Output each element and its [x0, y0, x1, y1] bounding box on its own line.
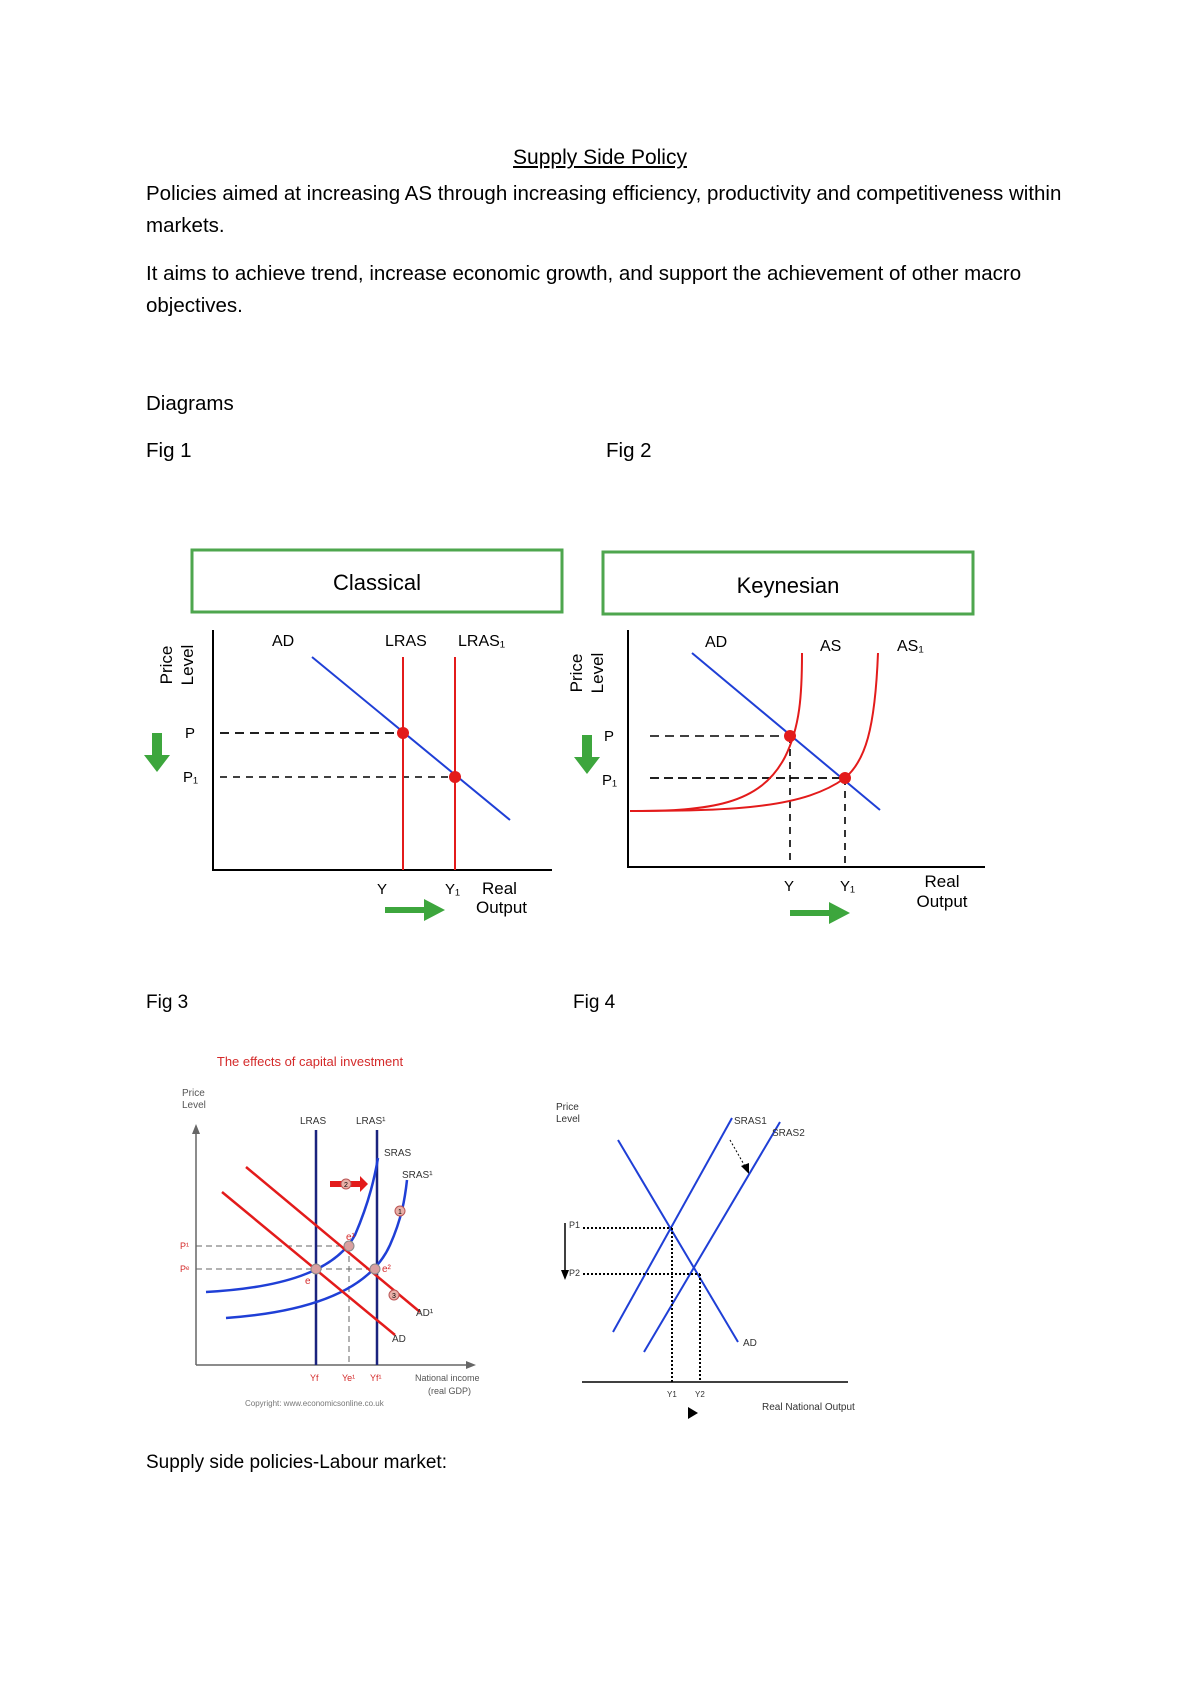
fig2-y-label-1: Price: [567, 653, 586, 693]
fig4-diagram: [550, 1100, 870, 1420]
fig1-diagram: [140, 545, 560, 925]
fig2-as-label: AS: [820, 638, 842, 655]
fig1-down-arrow: [144, 733, 170, 772]
fig1-y-label-2: Level: [178, 644, 197, 686]
fig1-title: Classical: [332, 570, 422, 595]
fig2-ad-line: [692, 653, 880, 810]
fig3-title: The effects of capital investment: [216, 1054, 404, 1069]
fig4-y1-label: Y1: [667, 1390, 677, 1399]
fig1-lras-label: LRAS: [385, 633, 427, 650]
fig3-point-e-label: e: [305, 1276, 311, 1287]
fig2-x-label-2: Output: [916, 892, 968, 911]
fig2-y-label: Y: [784, 878, 795, 895]
fig1-ad-label: AD: [272, 633, 295, 650]
fig2-p-label: P: [604, 728, 615, 745]
fig3-diagram: [170, 1050, 510, 1410]
fig1-ad-line: [312, 657, 510, 820]
fig2-title: Keynesian: [736, 573, 840, 598]
fig1-label: Fig 1: [146, 439, 192, 462]
fig2-ad-label: AD: [705, 634, 728, 651]
intro-paragraph: Policies aimed at increasing AS through increasing efficiency, productivity and competitiveness within markets.: [146, 182, 1062, 237]
page-title: Supply Side Policy: [513, 146, 687, 169]
fig3-ad-line: [222, 1192, 395, 1335]
fig3-point-e2-label: e²: [382, 1264, 391, 1275]
fig3-point-e1-label: e¹: [346, 1232, 355, 1243]
fig2-as1-curve: [630, 653, 878, 811]
fig1-y1-label: Y₁: [445, 881, 461, 898]
fig1-lras1-label: LRAS₁: [458, 633, 506, 650]
fig4-ad-label: AD: [743, 1338, 757, 1349]
fig3-yf-label: Yf: [310, 1373, 319, 1383]
fig3-sras-curve: [206, 1158, 378, 1292]
fig4-y-label-2: Level: [556, 1114, 580, 1125]
fig1-equilibrium-1: [397, 727, 409, 739]
fig3-point-e: [311, 1264, 321, 1274]
fig2-right-arrow: [790, 902, 850, 924]
fig2-as1-label: AS₁: [897, 638, 924, 655]
fig3-y-label-1: Price: [182, 1088, 205, 1099]
fig4-sras2-label: SRAS2: [772, 1128, 805, 1139]
fig3-p1-label: P¹: [180, 1241, 189, 1251]
fig2-equilibrium-2: [839, 772, 851, 784]
fig2-y1-label: Y₁: [840, 878, 856, 895]
fig2-diagram: [560, 545, 1010, 925]
fig3-copyright: Copyright: www.economicsonline.co.uk: [245, 1399, 384, 1408]
fig3-y-axis-arrowhead: [192, 1124, 200, 1134]
fig3-ye1-label: Ye¹: [342, 1373, 356, 1383]
fig4-sras2-line: [644, 1122, 780, 1352]
fig4-shift-arrow-head: [741, 1163, 749, 1174]
fig2-label: Fig 2: [606, 439, 652, 462]
fig4-down-arrow-head: [561, 1270, 569, 1280]
fig3-x-label-1: National income: [415, 1373, 480, 1383]
fig2-x-label-1: Real: [924, 872, 960, 891]
fig3-y-label-2: Level: [182, 1100, 206, 1111]
fig4-right-arrow-head: [688, 1407, 698, 1419]
fig4-p1-label: P1: [569, 1220, 581, 1230]
fig1-x-label-2: Output: [476, 898, 528, 917]
fig4-sras1-label: SRAS1: [734, 1116, 767, 1127]
fig3-lras-label: LRAS: [300, 1116, 327, 1127]
fig4-shift-arrow: [730, 1140, 746, 1168]
fig1-right-arrow: [385, 899, 445, 921]
fig1-p1-label: P₁: [183, 769, 199, 786]
fig2-p1-label: P₁: [602, 772, 618, 789]
aims-paragraph: It aims to achieve trend, increase economic growth, and support the achievement of other macro objectives.: [146, 262, 1022, 317]
fig3-sras1-label: SRAS¹: [402, 1170, 433, 1181]
labour-market-heading: Supply side policies-Labour market:: [146, 1452, 447, 1473]
fig2-down-arrow: [574, 735, 600, 774]
fig4-y2-label: Y2: [695, 1390, 705, 1399]
fig3-lras1-label: LRAS¹: [356, 1116, 386, 1127]
fig3-yf1-label: Yf¹: [370, 1373, 382, 1383]
fig3-marker-1-label: 1: [398, 1209, 402, 1216]
fig3-x-label-2: (real GDP): [428, 1386, 472, 1396]
fig1-y-label: Y: [377, 881, 388, 898]
fig2-equilibrium-1: [784, 730, 796, 742]
fig4-y-label-1: Price: [556, 1102, 579, 1113]
fig3-marker-3-label: 3: [392, 1293, 396, 1300]
fig1-y-label-1: Price: [157, 645, 176, 685]
fig1-x-label-1: Real: [482, 879, 517, 898]
fig4-x-label: Real National Output: [762, 1402, 855, 1413]
fig1-equilibrium-2: [449, 771, 461, 783]
fig3-marker-2-label: 2: [344, 1182, 348, 1189]
fig1-p-label: P: [185, 725, 196, 742]
fig3-point-e2: [370, 1264, 380, 1274]
fig4-label: Fig 4: [573, 992, 616, 1013]
fig3-x-axis-arrowhead: [466, 1361, 476, 1369]
fig3-ad-label: AD: [392, 1334, 406, 1345]
fig4-p2-label: P2: [569, 1268, 581, 1278]
diagrams-heading: Diagrams: [146, 392, 234, 415]
fig3-label: Fig 3: [146, 992, 189, 1013]
fig3-ad1-label: AD¹: [416, 1308, 434, 1319]
fig3-pe-label: Pᵉ: [180, 1264, 190, 1274]
fig2-as-curve: [630, 653, 802, 811]
fig3-sras-label: SRAS: [384, 1148, 412, 1159]
fig2-y-label-2: Level: [588, 652, 607, 694]
fig4-ad-line: [618, 1140, 738, 1342]
